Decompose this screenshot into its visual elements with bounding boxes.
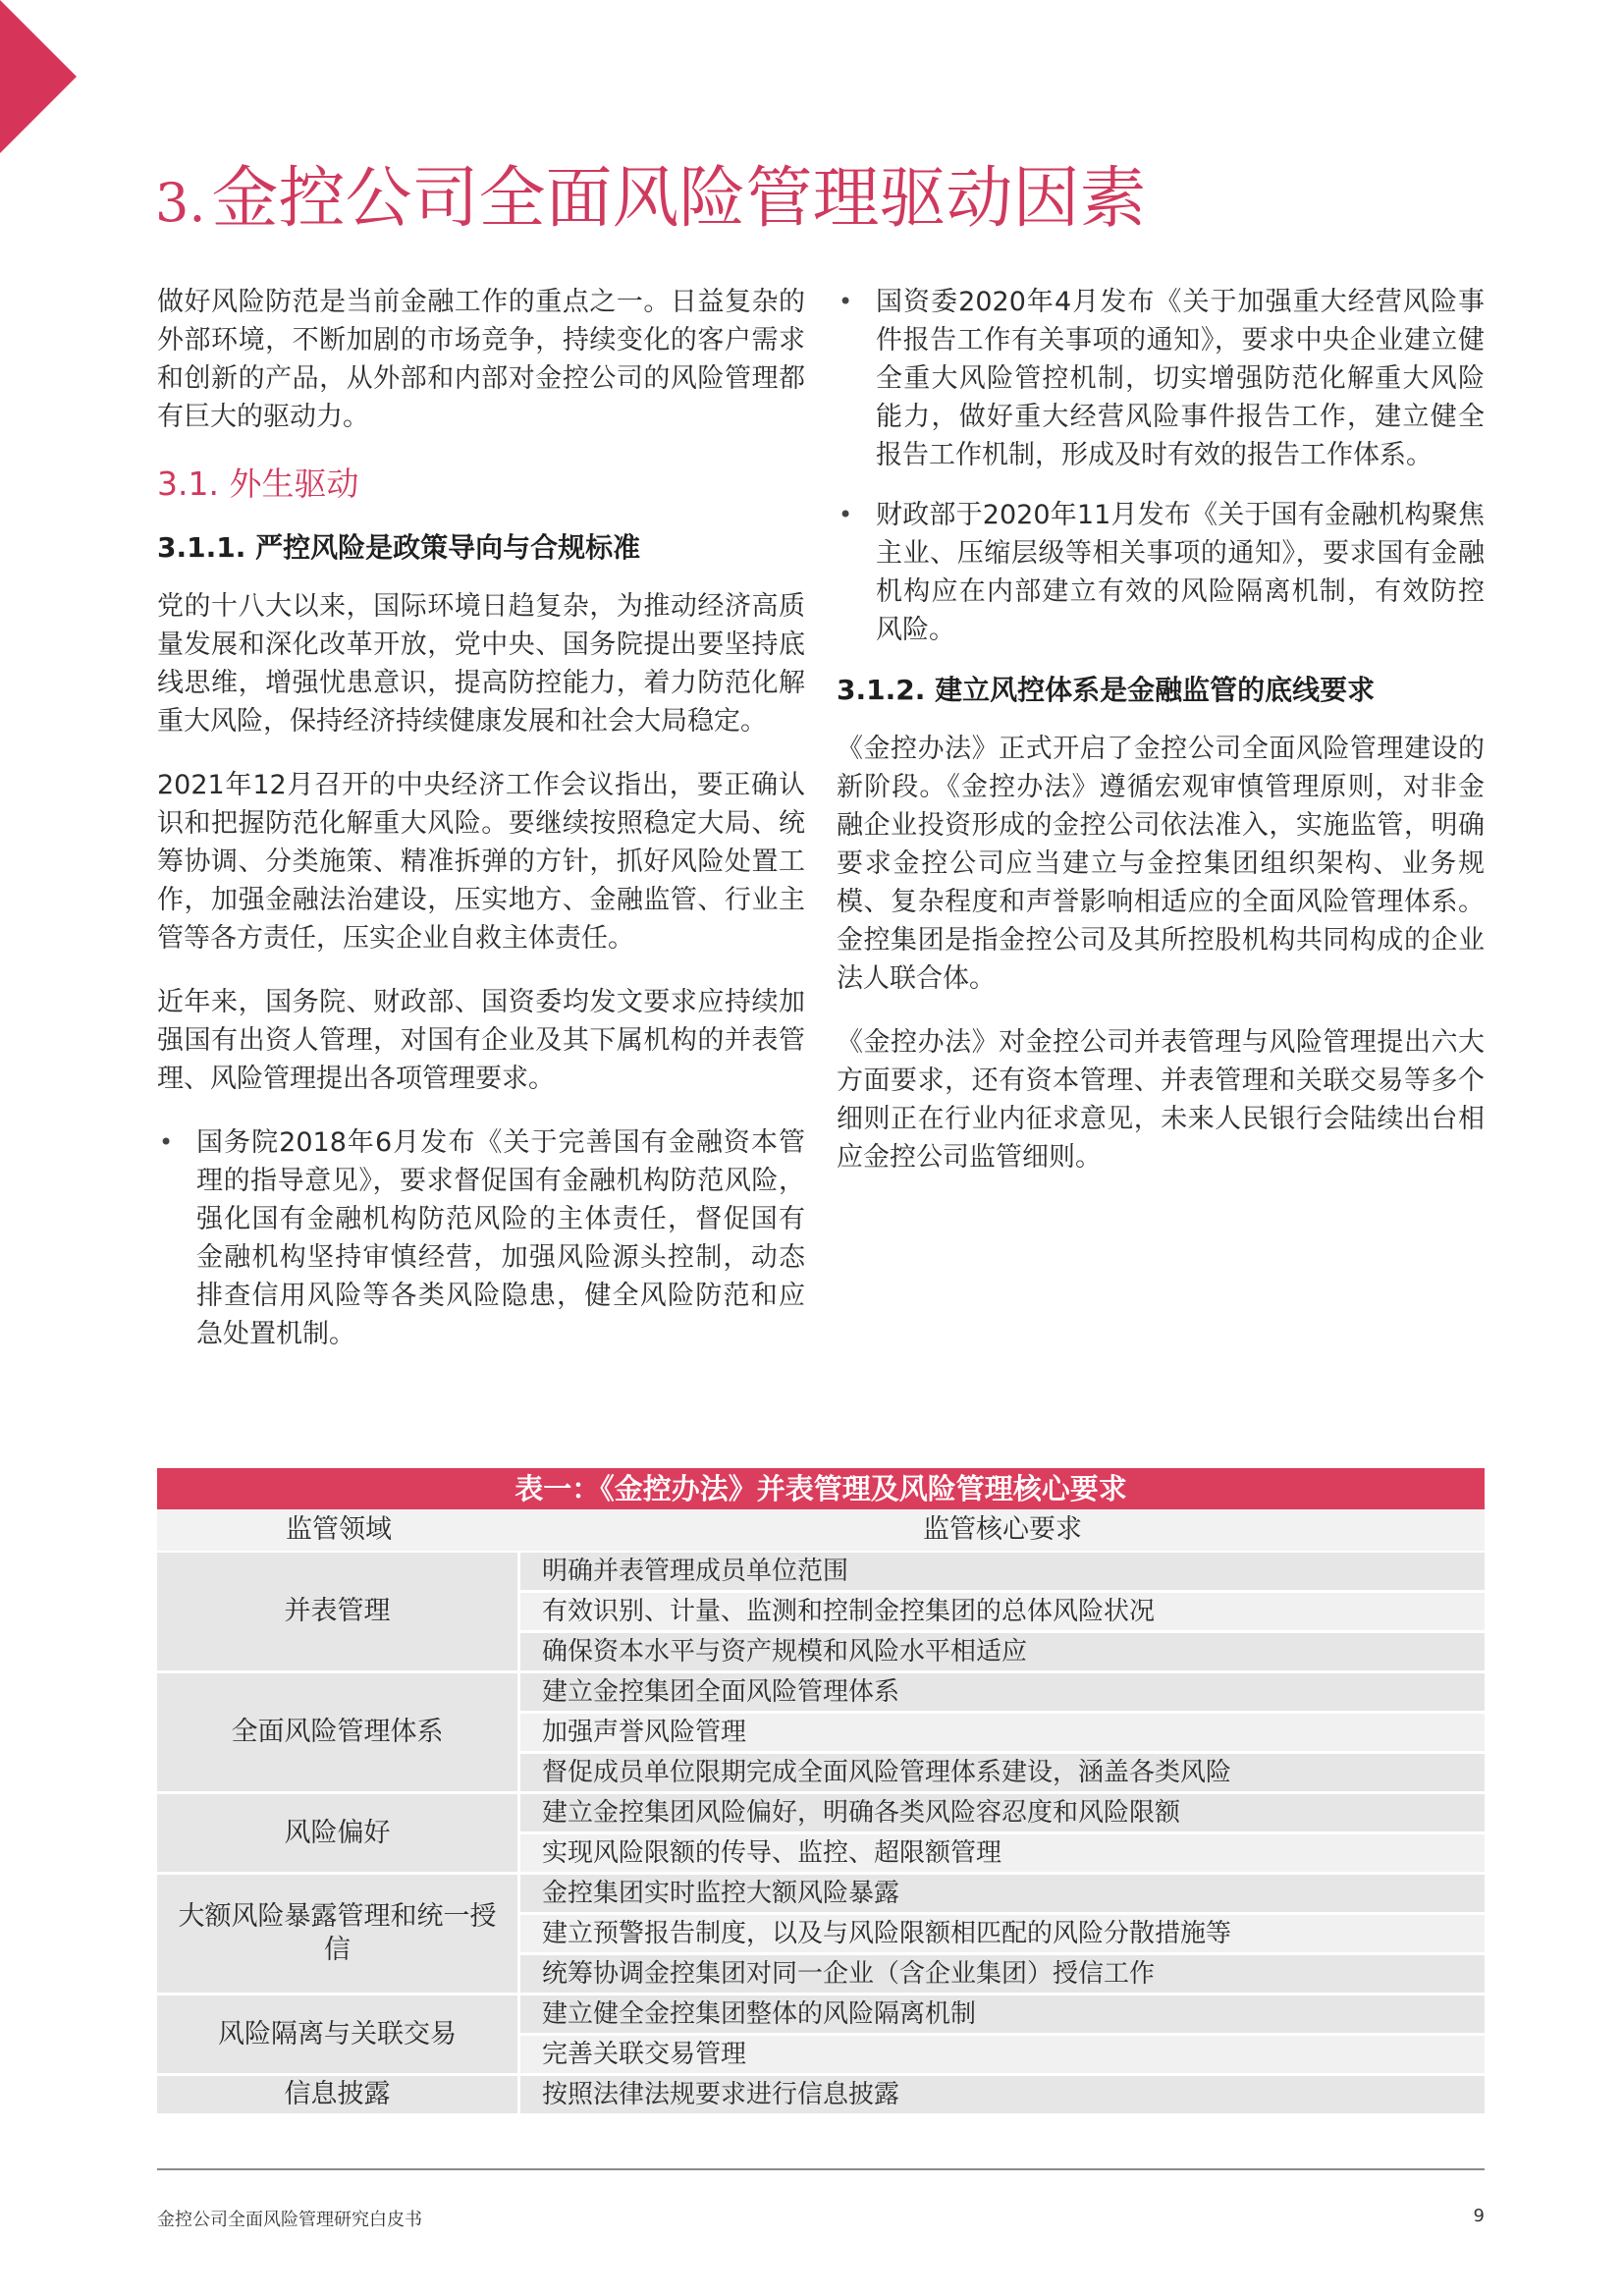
requirement-cell: 明确并表管理成员单位范围 [520, 1553, 1485, 1593]
page-title [155, 155, 1147, 247]
subsection-heading-1: 3.1.1. 严控风险是政策导向与合规标准 [157, 531, 641, 564]
footer-doc-title: 金控公司全面风险管理研究白皮书 [157, 2210, 422, 2230]
right-column [837, 283, 1485, 1202]
requirement-cell: 按照法律法规要求进行信息披露 [520, 2076, 1485, 2113]
table-group [157, 1995, 1485, 2076]
left-paragraph-3: 近年来，国务院、财政部、国资委均发文要求应持续加强国有出资人管理，对国有企业及其下属机构的并表管理、风险管理提出各项管理要求。 [157, 987, 805, 1094]
requirement-cell: 统筹协调金控集团对同一企业（含企业集团）授信工作 [520, 1955, 1485, 1993]
domain-cell: 信息披露 [157, 2076, 520, 2113]
requirement-cell: 建立预警报告制度，以及与风险限额相匹配的风险分散措施等 [520, 1915, 1485, 1955]
requirement-cell: 建立金控集团全面风险管理体系 [520, 1673, 1485, 1714]
domain-cell: 风险隔离与关联交易 [157, 1995, 520, 2073]
title-number: 3. [155, 172, 206, 234]
bullet-item [837, 496, 1485, 649]
section-heading: 3.1. 外生驱动 [157, 465, 359, 503]
domain-cell: 并表管理 [157, 1553, 520, 1670]
requirement-cell: 督促成员单位限期完成全面风险管理体系建设，涵盖各类风险 [520, 1754, 1485, 1791]
table-group [157, 1673, 1485, 1794]
left-paragraph-2: 2021年12月召开的中央经济工作会议指出，要正确认识和把握防范化解重大风险。要继续按照稳定大局、统筹协调、分类施策、精准拆弹的方针，抓好风险处置工作，加强金融法治建设，压实地方、金融监管、行业主管等各方责任，压实企业自救主体责任。 [157, 770, 805, 954]
table-group [157, 1553, 1485, 1673]
footer-divider [157, 2168, 1485, 2170]
requirements-table [157, 1468, 1485, 2116]
right-paragraph-2: 《金控办法》对金控公司并表管理与风险管理提出六大方面要求，还有资本管理、并表管理和关联交易等多个细则正在行业内征求意见，未来人民银行会陆续出台相应金控公司监管细则。 [837, 1027, 1485, 1173]
table-title: 表一：《金控办法》并表管理及风险管理核心要求 [157, 1468, 1485, 1509]
requirement-cell: 加强声誉风险管理 [520, 1714, 1485, 1754]
requirement-cell: 确保资本水平与资产规模和风险水平相适应 [520, 1633, 1485, 1670]
requirement-cell: 金控集团实时监控大额风险暴露 [520, 1875, 1485, 1915]
table-group [157, 1794, 1485, 1875]
header-requirement: 监管核心要求 [923, 1514, 1082, 1545]
bullet-text: 国务院2018年6月发布《关于完善国有金融资本管理的指导意见》，要求督促国有金融机构防范风险，强化国有金融机构防范风险的主体责任，督促国有金融机构坚持审慎经营，加强风险源头控制，动态排查信用风险等各类风险隐患，健全风险防范和应急处置机制。 [196, 1127, 805, 1349]
requirement-cell: 有效识别、计量、监测和控制金控集团的总体风险状况 [520, 1593, 1485, 1633]
bullet-text: 国资委2020年4月发布《关于加强重大经营风险事件报告工作有关事项的通知》，要求中央企业建立健全重大风险管控机制，切实增强防范化解重大风险能力，做好重大经营风险事件报告工作，建立健全报告工作机制，形成及时有效的报告工作体系。 [876, 287, 1485, 470]
header-domain: 监管领域 [286, 1514, 392, 1545]
subsection-heading-2: 3.1.2. 建立风控体系是金融监管的底线要求 [837, 674, 1376, 706]
left-paragraph-1: 党的十八大以来，国际环境日趋复杂，为推动经济高质量发展和深化改革开放，党中央、国务院提出要坚持底线思维，增强忧患意识，提高防控能力，着力防范化解重大风险，保持经济持续健康发展和社会大局稳定。 [157, 591, 805, 737]
domain-cell: 风险偏好 [157, 1794, 520, 1872]
page-number: 9 [1473, 2206, 1485, 2226]
corner-triangle-mark [0, 0, 77, 153]
table-header-row [157, 1509, 1485, 1553]
title-text: 金控公司全面风险管理驱动因素 [211, 160, 1147, 238]
requirement-cell: 完善关联交易管理 [520, 2036, 1485, 2073]
table-group [157, 1875, 1485, 1995]
domain-cell: 大额风险暴露管理和统一授信 [157, 1875, 520, 1993]
requirement-cell: 建立健全金控集团整体的风险隔离机制 [520, 1995, 1485, 2036]
domain-cell: 全面风险管理体系 [157, 1673, 520, 1791]
intro-paragraph: 做好风险防范是当前金融工作的重点之一。日益复杂的外部环境，不断加剧的市场竞争，持续变化的客户需求和创新的产品，从外部和内部对金控公司的风险管理都有巨大的驱动力。 [157, 287, 805, 432]
bullet-dot-icon: • [839, 288, 853, 315]
bullet-dot-icon: • [839, 501, 853, 528]
right-bullet-list [837, 283, 1485, 649]
right-paragraph-1: 《金控办法》正式开启了金控公司全面风险管理建设的新阶段。《金控办法》遵循宏观审慎管理原则，对非金融企业投资形成的金控公司依法准入，实施监管，明确要求金控公司应当建立与金控集团组织架构、业务规模、复杂程度和声誉影响相适应的全面风险管理体系。金控集团是指金控公司及其所控股机构共同构成的企业法人联合体。 [837, 734, 1485, 994]
left-column [157, 283, 805, 1375]
requirement-cell: 实现风险限额的传导、监控、超限额管理 [520, 1834, 1485, 1872]
bullet-item [837, 283, 1485, 474]
left-bullet-list [157, 1123, 805, 1353]
requirement-cell: 建立金控集团风险偏好，明确各类风险容忍度和风险限额 [520, 1794, 1485, 1834]
bullet-text: 财政部于2020年11月发布《关于国有金融机构聚焦主业、压缩层级等相关事项的通知》，要求国有金融机构应在内部建立有效的风险隔离机制，有效防控风险。 [876, 500, 1485, 645]
bullet-item [157, 1123, 805, 1353]
bullet-dot-icon: • [159, 1128, 174, 1156]
table-group [157, 2076, 1485, 2116]
